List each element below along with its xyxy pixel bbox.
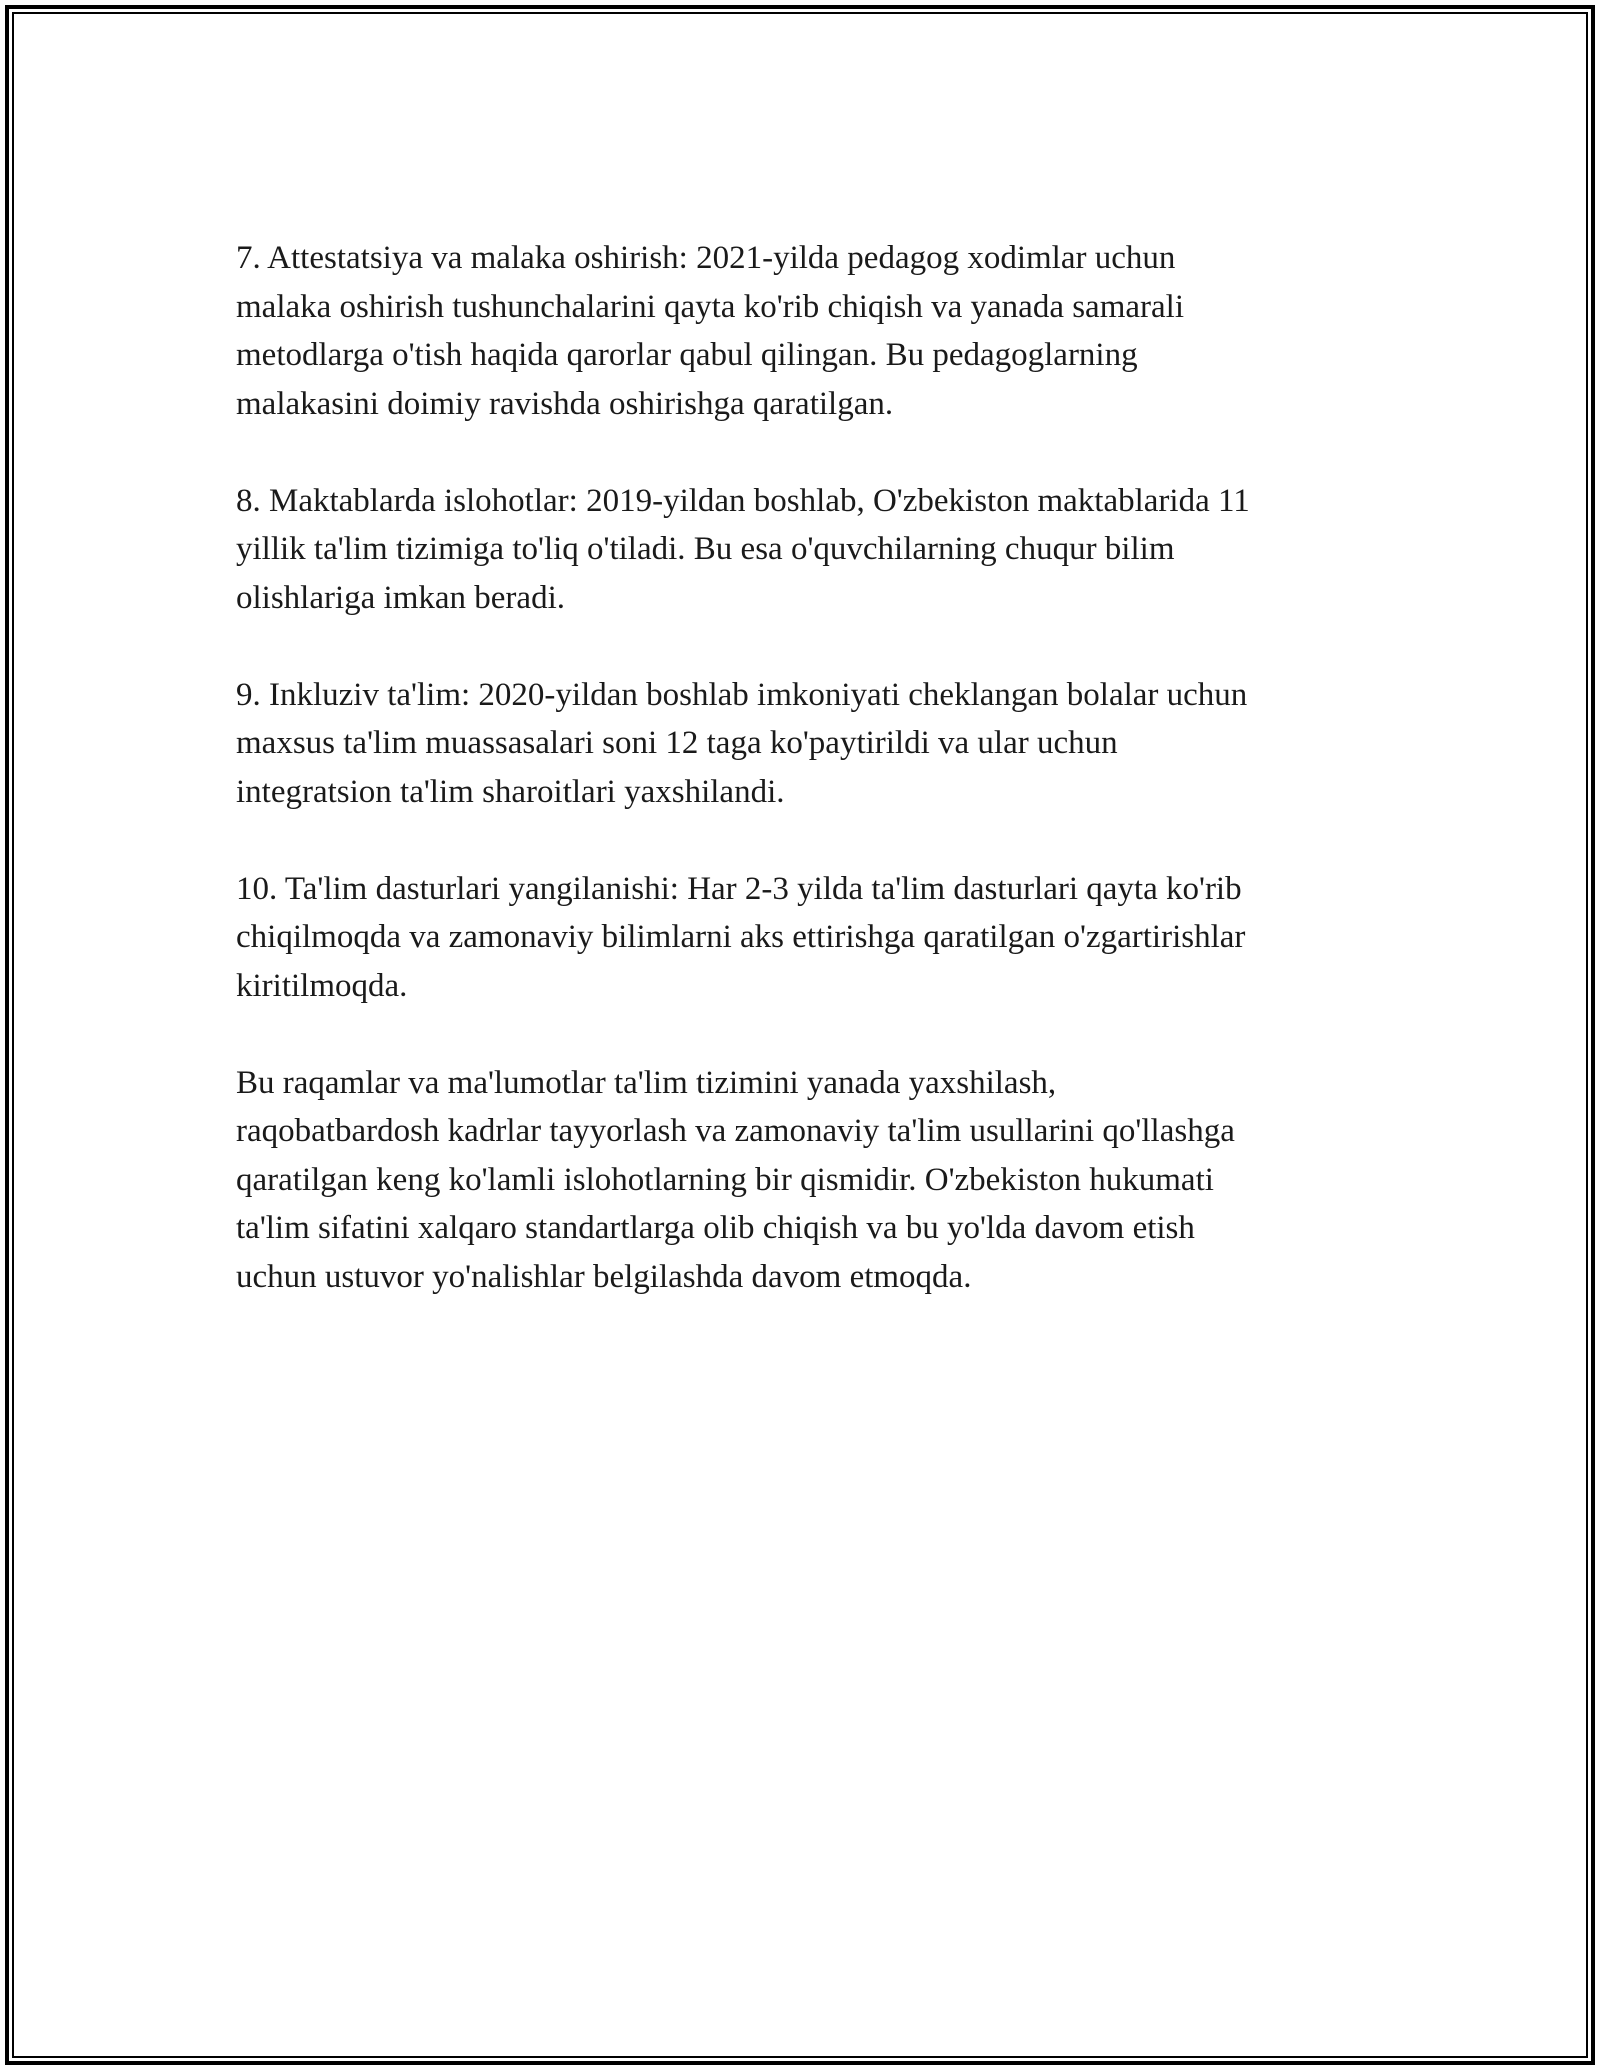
text-line: 7. Attestatsiya va malaka oshirish: 2021-yilda pedagog xodimlar uchun — [236, 240, 1176, 276]
paragraph-conclusion — [236, 1059, 1386, 1302]
document-body — [236, 234, 1386, 1350]
text-line: kiritilmoqda. — [236, 967, 408, 1004]
text-line: malakasini doimiy ravishda oshirishga qaratilgan. — [236, 385, 894, 422]
paragraph-item-8 — [236, 477, 1386, 623]
text-line: ta'lim sifatini xalqaro standartlarga olib chiqish va bu yo'lda davom etish — [236, 1210, 1195, 1246]
text-line: qaratilgan keng ko'lamli islohotlarning bir qismidir. O'zbekiston hukumati — [236, 1161, 1214, 1198]
text-line: 8. Maktablarda islohotlar: 2019-yildan boshlab, O'zbekiston maktablarida 11 — [236, 482, 1250, 519]
paragraph-item-9 — [236, 671, 1386, 817]
text-line: integratsion ta'lim sharoitlari yaxshilandi. — [236, 773, 785, 810]
text-line: maxsus ta'lim muassasalari soni 12 taga ko'paytirildi va ular uchun — [236, 725, 1118, 761]
text-line: uchun ustuvor yo'nalishlar belgilashda davom etmoqda. — [236, 1258, 972, 1295]
text-line: metodlarga o'tish haqida qarorlar qabul qilingan. Bu pedagoglarning — [236, 337, 1138, 373]
paragraph-item-7 — [236, 234, 1386, 428]
paragraph-item-10 — [236, 865, 1386, 1011]
text-line: raqobatbardosh kadrlar tayyorlash va zamonaviy ta'lim usullarini qo'llashga — [236, 1113, 1235, 1149]
text-line: olishlariga imkan beradi. — [236, 579, 565, 616]
text-line: 9. Inkluziv ta'lim: 2020-yildan boshlab imkoniyati cheklangan bolalar uchun — [236, 676, 1248, 713]
text-line: yillik ta'lim tizimiga to'liq o'tiladi. Bu esa o'quvchilarning chuqur bilim — [236, 531, 1175, 567]
text-line: 10. Ta'lim dasturlari yangilanishi: Har 2-3 yilda ta'lim dasturlari qayta ko'rib — [236, 870, 1242, 907]
text-line: Bu raqamlar va ma'lumotlar ta'lim tizimini yanada yaxshilash, — [236, 1064, 1057, 1101]
text-line: chiqilmoqda va zamonaviy bilimlarni aks ettirishga qaratilgan o'zgartirishlar — [236, 919, 1246, 955]
text-line: malaka oshirish tushunchalarini qayta ko'rib chiqish va yanada samarali — [236, 288, 1184, 325]
